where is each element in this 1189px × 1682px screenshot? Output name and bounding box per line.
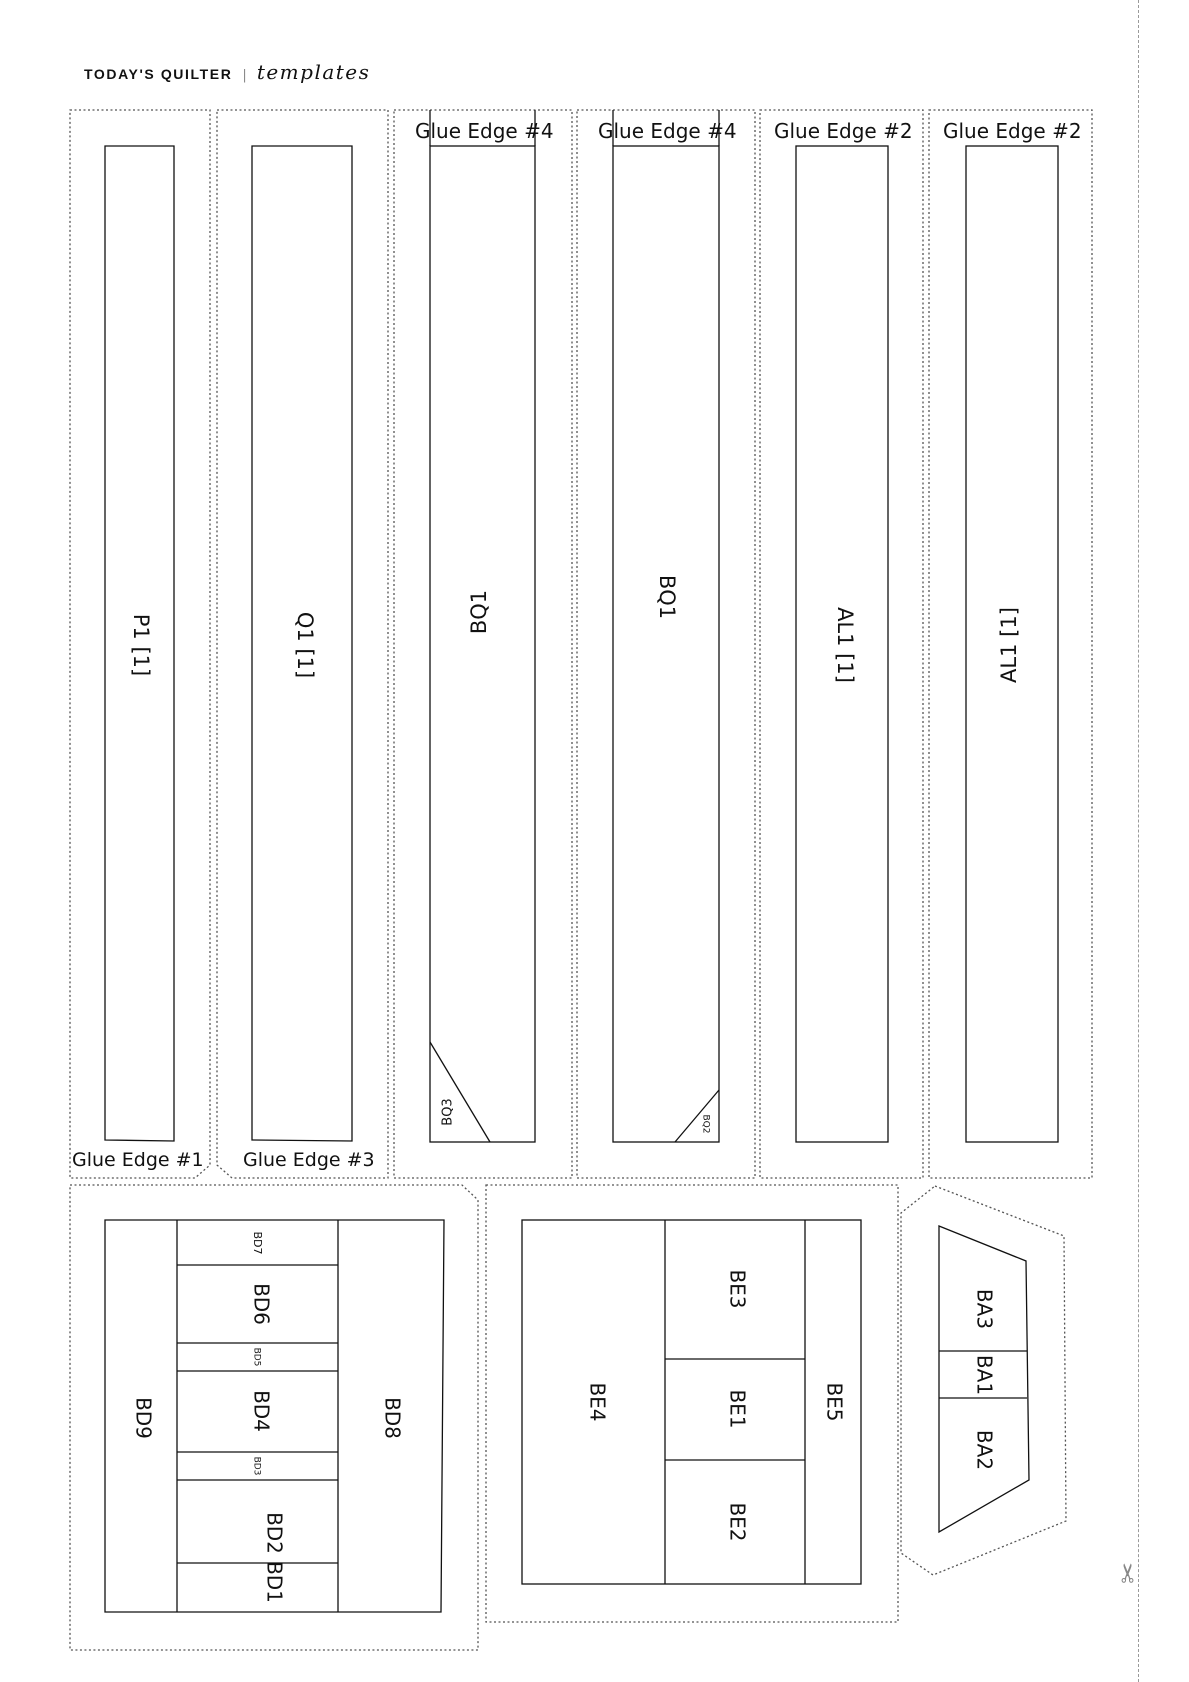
- section-title: templates: [256, 60, 371, 84]
- piece-bd9-label: BD9: [131, 1397, 156, 1439]
- glue-edge-1-label: Glue Edge #1: [72, 1149, 204, 1171]
- piece-bd4-label: BD4: [249, 1390, 274, 1432]
- glue-edge-4a-label: Glue Edge #4: [415, 119, 554, 143]
- piece-bq1-a-label: BQ1: [467, 589, 491, 635]
- cut-outline-bq1-b: [577, 110, 755, 1178]
- piece-bq1-b-label: BQ1: [655, 574, 679, 620]
- piece-be4-label: BE4: [585, 1382, 610, 1422]
- glue-edge-4b-label: Glue Edge #4: [598, 119, 737, 143]
- piece-bq2-label: BQ2: [700, 1114, 711, 1134]
- piece-be3-label: BE3: [725, 1269, 750, 1309]
- cut-outline-bq1-a: [394, 110, 572, 1178]
- piece-bq1-b-outline: [613, 146, 719, 1142]
- glue-edge-2b-label: Glue Edge #2: [943, 119, 1082, 143]
- piece-be1-label: BE1: [725, 1389, 750, 1429]
- piece-be5-label: BE5: [822, 1382, 847, 1422]
- piece-al1-b-label: AL1 [1]: [997, 607, 1021, 683]
- piece-bd5-label: BD5: [251, 1347, 262, 1367]
- piece-bd2-label: BD2: [262, 1512, 287, 1554]
- piece-bd6-label: BD6: [249, 1283, 274, 1325]
- fold-cut-line: [1138, 0, 1139, 1682]
- piece-bq1-a-outline: [430, 146, 535, 1142]
- piece-bq3-label: BQ3: [440, 1098, 456, 1126]
- piece-ba3-label: BA3: [972, 1288, 997, 1330]
- piece-q1-label: Q1 [1]: [293, 611, 317, 679]
- glue-edge-3-label: Glue Edge #3: [243, 1149, 375, 1171]
- piece-al1-a-label: AL1 [1]: [833, 607, 857, 683]
- piece-p1-label: P1 [1]: [129, 613, 153, 677]
- seam-bq3: [430, 1042, 490, 1142]
- glue-edge-2a-label: Glue Edge #2: [774, 119, 913, 143]
- scissors-icon: ✂: [1113, 1562, 1144, 1584]
- piece-bd1-label: BD1: [262, 1561, 287, 1603]
- piece-bd7-label: BD7: [251, 1231, 264, 1255]
- piece-ba1-label: BA1: [972, 1354, 997, 1396]
- piece-be2-label: BE2: [725, 1502, 750, 1542]
- piece-bd3-label: BD3: [251, 1456, 262, 1476]
- seam-bq2: [675, 1090, 719, 1142]
- piece-bd8-label: BD8: [380, 1397, 405, 1439]
- block-be-outline: [522, 1220, 861, 1584]
- header-separator: |: [242, 68, 247, 83]
- brand-title: TODAY'S QUILTER: [84, 66, 233, 82]
- piece-ba2-label: BA2: [972, 1429, 997, 1471]
